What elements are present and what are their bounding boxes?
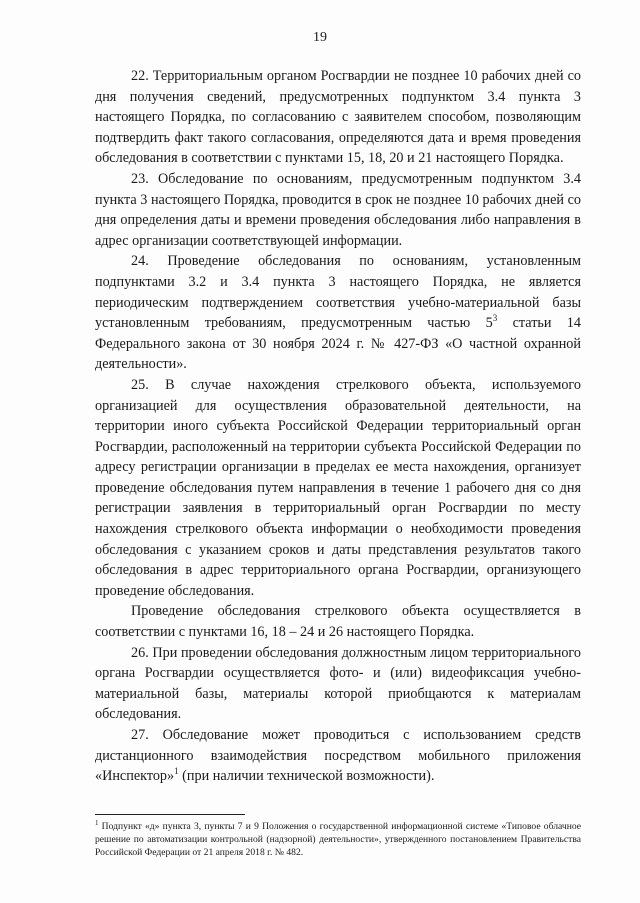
footnote <box>95 820 581 859</box>
paragraph-25-continued: Проведение обследования стрелкового объекта осуществляется в соответствии с пунктами 16, 18 – 24 и 26 настоящего Порядка. <box>95 603 581 641</box>
superscript-marker: 3 <box>492 313 498 324</box>
paragraph-24 <box>95 251 581 375</box>
paragraph-23: 23. Обследование по основаниям, предусмотренным подпунктом 3.4 пункта 3 настоящего Порядка, проводится в срок не позднее 10 рабочих дней со дня определения даты и времени проведения обследования либо направления в адрес организации соответствующей информации. <box>95 170 581 249</box>
paragraph-27-text: 27. Обследование может проводиться с использованием средств дистанционного взаимодействия посредством мобильного приложения «Инспектор» <box>95 727 581 785</box>
paragraph-24-text-end: статьи 14 Федерального закона от 30 ноября 2024 г. № 427-ФЗ «О частной охранной деятельности». <box>95 315 581 373</box>
paragraph-25: 25. В случае нахождения стрелкового объекта, используемого организацией для осуществления образовательной деятельности, на территории иного субъекта Российской Федерации территориальный орган Росгвардии, расположенный на территории субъекта Российской Федерации по адресу регистрации организации в пределах ее места нахождения, организует проведение обследования путем направления в течение 1 рабочего дня со дня регистрации заявления в территориальный орган Росгвардии по месту нахождения стрелкового объекта информации о необходимости проведения обследования с указанием сроков и даты представления результатов такого обследования в адрес территориального органа Росгвардии, организующего проведение обследования. <box>95 376 581 599</box>
footnote-marker: 1 <box>95 819 99 827</box>
page-number: 19 <box>313 30 327 45</box>
paragraph-27-text-end: (при наличии технической возможности). <box>178 768 435 785</box>
paragraph-22: 22. Территориальным органом Росгвардии не позднее 10 рабочих дней со дня получения сведений, предусмотренных подпунктом 3.4 пункта 3 настоящего Порядка, по согласованию с заявителем способом, позволяющим подтвердить факт такого согласования, определяются дата и время проведения обследования в соответствии с пунктами 15, 18, 20 и 21 настоящего Порядка. <box>95 68 581 167</box>
paragraph-26: 26. При проведении обследования должностным лицом территориального органа Росгвардии осуществляется фото- и (или) видеофиксация учебно-материальной базы, материалы которой приобщаются к материалам обследования. <box>95 644 581 723</box>
footnote-text: Подпункт «д» пункта 3, пункты 7 и 9 Положения о государственной информационной системе «Типовое облачное решение по автоматизации контрольной (надзорной) деятельности», утвержденного постановлением Правительства Российской Федерации от 21 апреля 2018 г. № 482. <box>95 821 581 858</box>
paragraph-24-text: 24. Проведение обследования по основаниям, установленным подпунктами 3.2 и 3.4 пункта 3 настоящего Порядка, не является периодическим подтверждением соответствия учебно-материальной базы установленным требованиям, предусмотренным частью 5 <box>95 253 581 332</box>
document-body <box>95 66 581 787</box>
paragraph-27 <box>95 725 581 787</box>
footnote-divider <box>95 814 245 815</box>
footnote-reference: 1 <box>174 766 179 777</box>
